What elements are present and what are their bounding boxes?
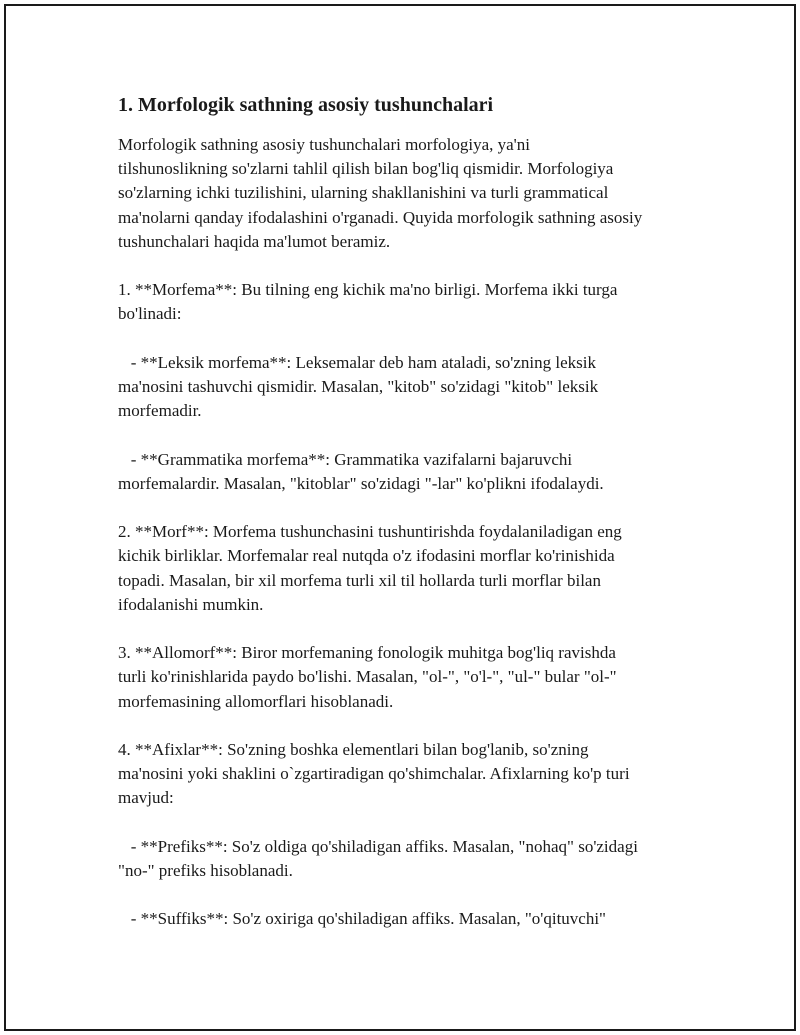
grammatika-morfema-paragraph: - **Grammatika morfema**: Grammatika vazifalarni bajaruvchi morfemalardir. Masalan, "kitoblar" so'zidagi "-lar" ko'plikni ifodalaydi. (118, 449, 604, 493)
intro-paragraph: Morfologik sathning asosiy tushunchalari morfologiya, ya'ni tilshunoslikning so'zlarni tahlil qilish bilan bog'liq qismidir. Morfologiya so'zlarning ichki tuzilishini, ularning shakllanishini va turli grammatical ma'nolarni qanday ifodalashini o'rganadi. Quyida morfologik sathning asosiy tushunchalari haqida ma'lumot beramiz. (118, 135, 643, 251)
morfema-paragraph: 1. **Morfema**: Bu tilning eng kichik ma'no birligi. Morfema ikki turga bo'linadi: (118, 280, 618, 324)
afixlar-paragraph: 4. **Afixlar**: So'zning boshka elementlari bilan bog'lanib, so'zning ma'nosini yoki shaklini o`zgartiradigan qo'shimchalar. Afixlarning ko'p turi mavjud: (118, 739, 630, 808)
prefiks-paragraph: - **Prefiks**: So'z oldiga qo'shiladigan affiks. Masalan, "nohaq" so'zidagi "no-" prefiks hisoblanadi. (118, 836, 638, 880)
leksik-morfema-paragraph: - **Leksik morfema**: Leksemalar deb ham ataladi, so'zning leksik ma'nosini tashuvchi qismidir. Masalan, "kitob" so'zidagi "kitob" leksik morfemadir. (118, 352, 599, 421)
morf-paragraph: 2. **Morf**: Morfema tushunchasini tushuntirishda foydalaniladigan eng kichik birliklar. Morfemalar real nutqda o'z ifodasini morflar ko'rinishida topadi. Masalan, bir xil morfema turli xil til hollarda turli morflar bilan ifodalanishi mumkin. (118, 522, 622, 614)
allomorf-paragraph: 3. **Allomorf**: Biror morfemaning fonologik muhitga bog'liq ravishda turli ko'rinishlarida paydo bo'lishi. Masalan, "ol-", "o'l-", "ul-" bular "ol-" morfemasining allomorflari hisoblanadi. (118, 643, 617, 711)
document-body (118, 91, 698, 956)
suffiks-paragraph: - **Suffiks**: So'z oxiriga qo'shiladigan affiks. Masalan, "o'qituvchi" (118, 909, 606, 929)
document-title: 1. Morfologik sathning asosiy tushunchalari (118, 94, 494, 116)
